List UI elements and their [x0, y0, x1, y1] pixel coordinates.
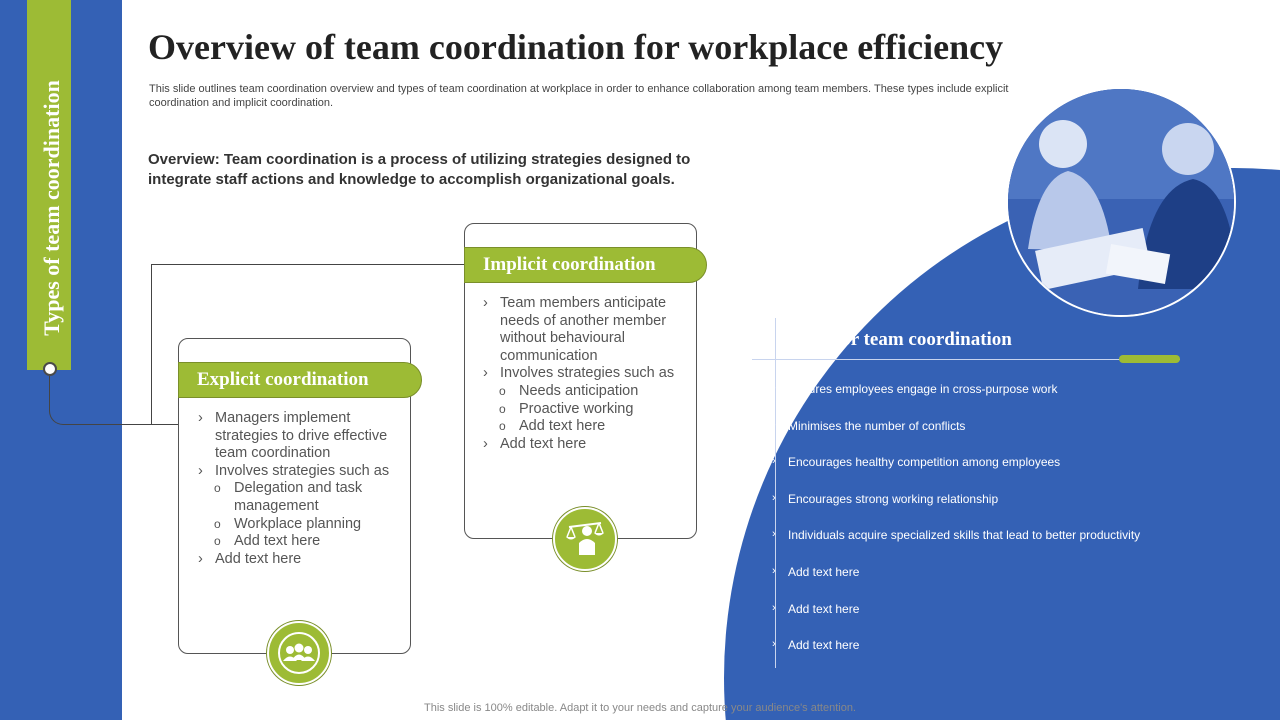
chevron-right-icon: ›	[772, 528, 776, 541]
list-item	[480, 383, 695, 401]
need-item-text: Encourages healthy competition among employees	[788, 455, 1061, 470]
chevron-right-icon: ›	[772, 601, 776, 614]
explicit-coordination-list	[195, 410, 410, 568]
bullet-circle-icon: o	[499, 383, 506, 398]
need-item-text: Add text here	[788, 601, 860, 616]
list-item-text: Involves strategies such as	[500, 365, 675, 382]
implicit-coordination-title: Implicit coordination	[464, 247, 707, 283]
need-list-item	[772, 528, 1140, 565]
list-item	[195, 428, 410, 446]
list-item-text: needs of another member	[500, 312, 667, 329]
need-item-text: Encourages strong working relationship	[788, 491, 999, 506]
list-item-text: Add text here	[500, 435, 587, 452]
team-meeting-photo	[1006, 87, 1236, 317]
connector-line	[151, 264, 465, 265]
list-item	[195, 551, 410, 569]
overview-text: Overview: Team coordination is a process of utilizing strategies designed to integrate staff actions and knowledge to accomplish organizational goals.	[148, 151, 691, 188]
need-list-item	[772, 638, 1140, 675]
chevron-right-icon: ›	[772, 455, 776, 468]
need-list-item	[772, 492, 1140, 529]
bullet-circle-icon: o	[499, 401, 506, 416]
balance-person-icon	[553, 507, 617, 571]
list-item	[195, 463, 410, 481]
list-item-text: Proactive working	[519, 400, 634, 417]
list-item-text: management	[234, 497, 319, 514]
slide-description: This slide outlines team coordination overview and types of team coordination at workplace in order to enhance collaboration among team members. These types include explicit coordination and implicit coordination.	[149, 83, 1009, 109]
need-accent-pill	[1119, 355, 1180, 363]
chevron-right-icon: ›	[198, 550, 203, 567]
list-item	[195, 498, 410, 516]
need-list-item	[772, 419, 1140, 456]
list-item-text: Add text here	[234, 533, 321, 550]
need-item-text: Add text here	[788, 638, 860, 653]
list-item-text: communication	[500, 347, 598, 364]
chevron-right-icon: ›	[772, 418, 776, 431]
connector-line	[49, 376, 50, 411]
list-item-text: Needs anticipation	[519, 382, 639, 399]
need-item-text: Add text here	[788, 564, 860, 579]
need-list	[772, 382, 1140, 675]
list-item	[480, 365, 695, 383]
list-item-text: Delegation and task	[234, 480, 363, 497]
list-item	[195, 516, 410, 534]
need-list-item	[772, 565, 1140, 602]
chevron-right-icon: ›	[772, 638, 776, 651]
list-item-text: strategies to drive effective	[215, 427, 388, 444]
chevron-right-icon: ›	[772, 491, 776, 504]
list-item-text: team coordination	[215, 445, 331, 462]
footer-note: This slide is 100% editable. Adapt it to your needs and capture your audience's attention.	[424, 702, 856, 714]
need-item-text: Individuals acquire specialized skills that lead to better productivity	[788, 528, 1141, 543]
chevron-right-icon: ›	[198, 410, 203, 426]
list-item-text: Add text here	[519, 418, 606, 435]
need-item-text: Ensures employees engage in cross-purpose work	[788, 382, 1058, 396]
bullet-circle-icon: o	[214, 516, 221, 531]
list-item	[480, 295, 695, 313]
list-item	[480, 401, 695, 419]
chevron-right-icon: ›	[772, 382, 776, 394]
page-title: Overview of team coordination for workplace efficiency	[148, 27, 1004, 67]
list-item	[195, 533, 410, 551]
list-item-text: Involves strategies such as	[215, 462, 390, 479]
list-item-text: Workplace planning	[234, 515, 362, 532]
list-item	[195, 480, 410, 498]
chevron-right-icon: ›	[483, 435, 488, 452]
need-divider	[752, 359, 1180, 360]
connector-dot	[43, 362, 57, 376]
need-list-item	[772, 455, 1140, 492]
list-item-text: Managers implement	[215, 410, 351, 426]
list-item-text: Team members anticipate	[500, 295, 667, 311]
connector-line	[151, 264, 152, 424]
chevron-right-icon: ›	[198, 462, 203, 479]
team-group-icon	[267, 621, 331, 685]
implicit-coordination-list	[480, 295, 695, 453]
need-section-title: Need for team coordination	[789, 329, 1012, 350]
need-list-item	[772, 602, 1140, 639]
list-item	[195, 410, 410, 428]
explicit-coordination-title: Explicit coordination	[178, 362, 422, 398]
need-list-item	[772, 382, 1140, 419]
list-item-text: without behavioural	[500, 330, 625, 347]
need-item-text: Minimises the number of conflicts	[788, 418, 966, 433]
list-item	[480, 330, 695, 348]
list-item	[480, 348, 695, 366]
list-item	[480, 313, 695, 331]
bullet-circle-icon: o	[499, 419, 506, 434]
list-item	[480, 436, 695, 454]
chevron-right-icon: ›	[483, 295, 488, 311]
bullet-circle-icon: o	[214, 534, 221, 549]
list-item	[480, 418, 695, 436]
side-tab-label: Types of team coordination	[39, 80, 64, 336]
connector-line	[63, 424, 180, 425]
list-item-text: Add text here	[215, 550, 302, 567]
chevron-right-icon: ›	[483, 365, 488, 382]
chevron-right-icon: ›	[772, 564, 776, 577]
bullet-circle-icon: o	[214, 481, 221, 496]
list-item	[195, 445, 410, 463]
